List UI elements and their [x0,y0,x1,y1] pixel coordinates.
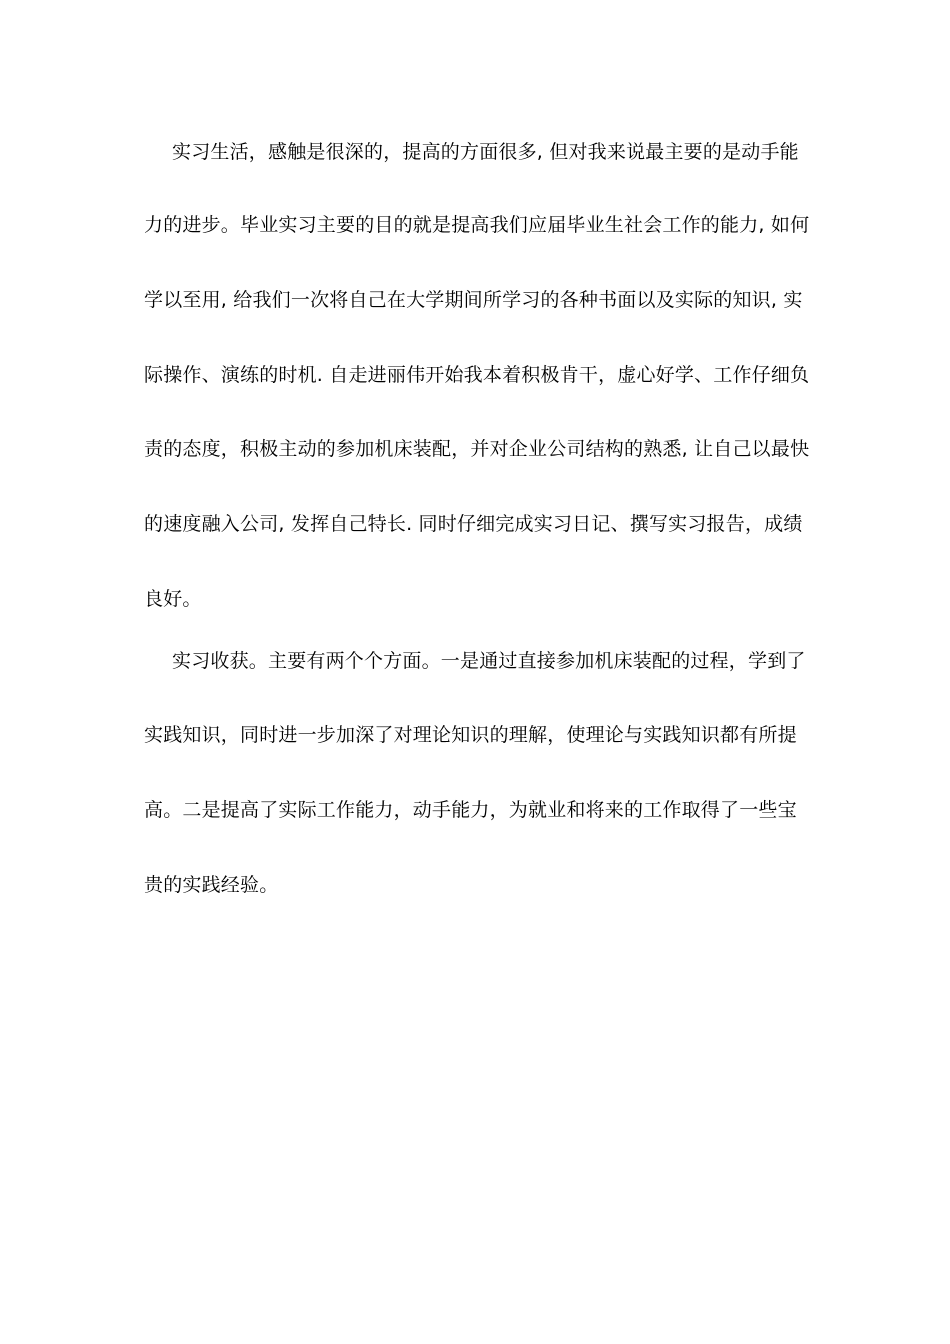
paragraph-1-line-7: 良好。 [144,588,202,610]
paragraph-2-line-3: 高。二是提高了实际工作能力，动手能力，为就业和将来的工作取得了一些宝 [144,799,797,821]
paragraph-1-line-4: 际操作、演练的时机. 自走进丽伟开始我本着积极肯干，虚心好学、工作仔细负 [144,364,810,386]
paragraph-1-line-6: 的速度融入公司, 发挥自己特长. 同时仔细完成实习日记、撰写实习报告，成绩 [144,513,803,535]
paragraph-2-line-1: 实习收获。主要有两个个方面。一是通过直接参加机床装配的过程，学到了 [172,650,806,672]
paragraph-2-line-4: 贵的实践经验。 [144,874,279,896]
paragraph-1-line-5: 责的态度，积极主动的参加机床装配，并对企业公司结构的熟悉, 让自己以最快 [144,438,810,460]
paragraph-2-line-2: 实践知识，同时进一步加深了对理论知识的理解，使理论与实践知识都有所提 [144,724,797,746]
paragraph-1-line-2: 力的进步。毕业实习主要的目的就是提高我们应届毕业生社会工作的能力, 如何 [144,214,810,236]
paragraph-1-line-1: 实习生活，感触是很深的，提高的方面很多, 但对我来说最主要的是动手能 [172,141,799,163]
paragraph-1-line-3: 学以至用, 给我们一次将自己在大学期间所学习的各种书面以及实际的知识, 实 [144,289,803,311]
